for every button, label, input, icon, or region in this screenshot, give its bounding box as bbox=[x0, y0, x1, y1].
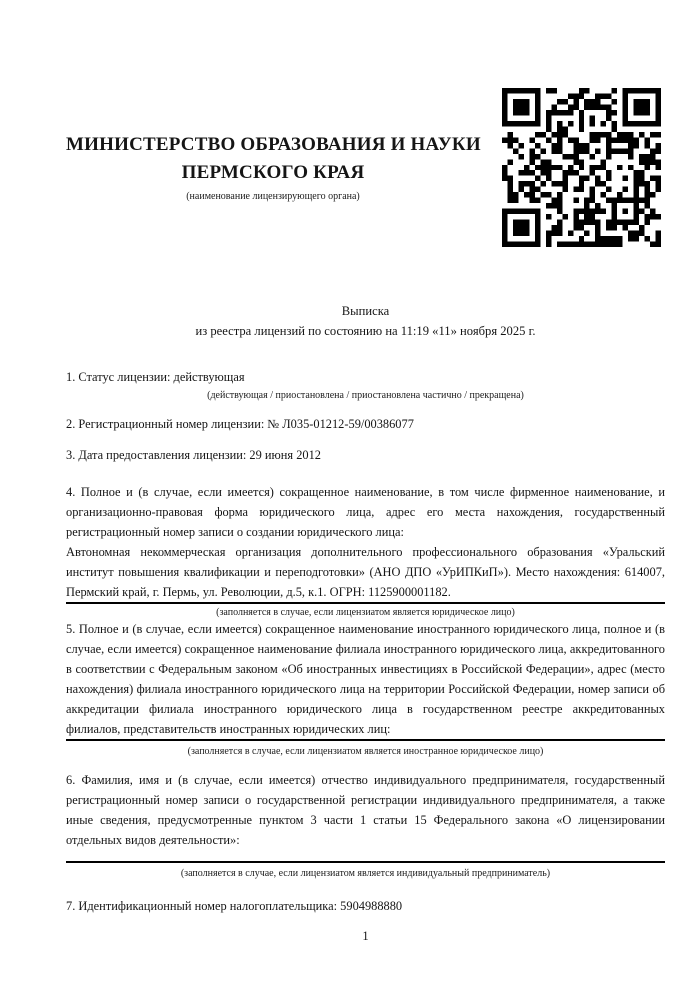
item-foreign-legal-entity bbox=[66, 619, 665, 758]
legal-entity-caption: (заполняется в случае, если лицензиатом является юридическое лицо) bbox=[216, 607, 515, 618]
registration-number-text: 2. Регистрационный номер лицензии: № Л035-01212-59/00386077 bbox=[66, 417, 414, 431]
qr-code-icon bbox=[502, 88, 661, 247]
document-title-line1: Выписка bbox=[341, 304, 390, 318]
taxpayer-id-text: 7. Идентификационный номер налогоплательщика: 5904988880 bbox=[66, 899, 403, 913]
individual-entrepreneur-fill-line bbox=[66, 850, 665, 863]
item-legal-entity bbox=[66, 482, 665, 619]
item-license-grant-date bbox=[66, 445, 665, 465]
legal-entity-label: 4. Полное и (в случае, если имеется) сокращенное наименование, в том числе фирменное наименование, и организационно-правовая форма юридического лица, адрес его места нахождения, государственный регистрационный номер записи о создании юридического лица: bbox=[66, 485, 665, 539]
item-license-status bbox=[66, 367, 665, 402]
foreign-legal-entity-caption: (заполняется в случае, если лицензиатом является иностранное юридическое лицо) bbox=[187, 746, 544, 757]
document-title-line2: из реестра лицензий по состоянию на 11:19 «11» ноября 2025 г. bbox=[195, 323, 536, 338]
org-name-line2: ПЕРМСКОГО КРАЯ bbox=[181, 162, 365, 183]
foreign-legal-entity-label: 5. Полное и (в случае, если имеется) сокращенное наименование иностранного юридического лица, полное и (в случае, если имеется) сокращенное наименование филиала иностранного юридического лица, аккредитованного в соответствии с Федеральным законом «Об иностранных инвестициях в Российской Федерации», адрес (место нахождения) филиала иностранного юридического лица на территории Российской Федерации, номер записи об аккредитации филиала иностранного юридического лица в государственном реестре аккредитованных филиалов, представительств иностранных юридических лиц: bbox=[66, 619, 665, 741]
document-title bbox=[66, 302, 665, 341]
item-taxpayer-id bbox=[66, 896, 665, 916]
license-status-caption: (действующая / приостановлена / приостановлена частично / прекращена) bbox=[207, 390, 524, 401]
legal-entity-value: Автономная некоммерческая организация дополнительного профессионального образования «Уральский институт повышения квалификации и переподготовки» (АНО ДПО «УрИПКиП»). Место нахождения: 614007, Пермский край, г. Пермь, ул. Революции, д.5, к.1. ОГРН: 1125900001182. bbox=[66, 542, 665, 604]
item-individual-entrepreneur bbox=[66, 770, 665, 880]
individual-entrepreneur-caption: (заполняется в случае, если лицензиатом является индивидуальный предприниматель) bbox=[180, 868, 551, 879]
individual-entrepreneur-label: 6. Фамилия, имя и (в случае, если имеется) отчество индивидуального предпринимателя, государственный регистрационный номер записи о государственной регистрации индивидуального предпринимателя, а также иные сведения, предусмотренные пунктом 3 части 1 статьи 15 Федерального закона «О лицензировании отдельных видов деятельности»: bbox=[66, 773, 665, 847]
licensing-authority-header bbox=[66, 131, 480, 203]
license-status-text: 1. Статус лицензии: действующая bbox=[66, 370, 245, 384]
org-name-line1: МИНИСТЕРСТВО ОБРАЗОВАНИЯ И НАУКИ bbox=[66, 134, 481, 155]
item-registration-number bbox=[66, 414, 665, 434]
org-name-caption: (наименование лицензирующего органа) bbox=[186, 191, 360, 202]
page-number: 1 bbox=[362, 929, 369, 943]
license-grant-date-text: 3. Дата предоставления лицензии: 29 июня 2012 bbox=[66, 448, 322, 462]
